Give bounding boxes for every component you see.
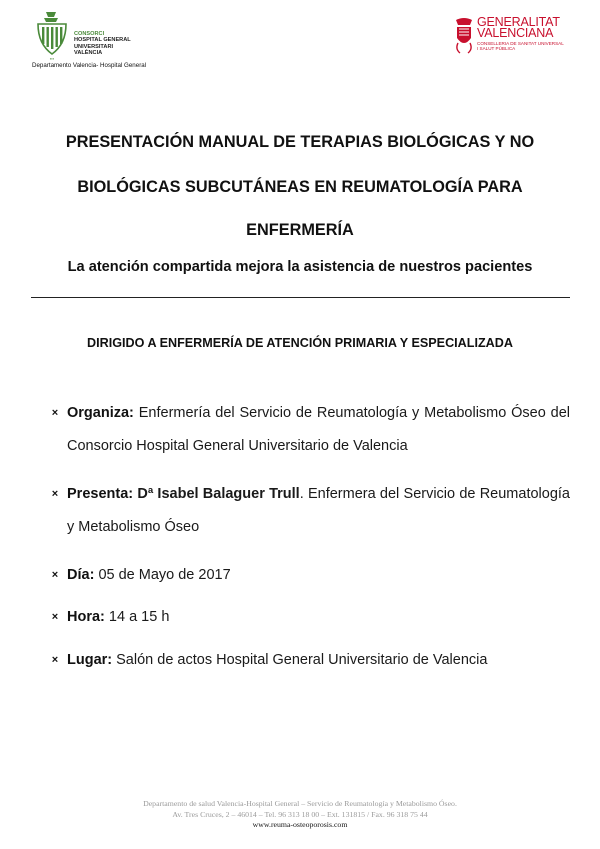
consorci-label: CONSORCI (74, 31, 105, 37)
svg-text:▪▪▪: ▪▪▪ (49, 56, 55, 61)
valenciana-line: VALENCIANA (477, 26, 554, 40)
generalitat-name (477, 17, 560, 39)
bullet-icon: × (51, 488, 59, 500)
detail-dia (48, 559, 570, 592)
conselleria-name (477, 41, 577, 51)
bullet-icon: × (51, 654, 59, 666)
detail-hora-body (67, 601, 570, 634)
detail-value: . Enfermera del Servicio de Reumatología y Metabolismo Óseo (67, 486, 570, 535)
detail-lugar (48, 644, 570, 677)
detail-value: 05 de Mayo de 2017 (98, 567, 231, 583)
document-title-line-2: BIOLÓGICAS SUBCUTÁNEAS EN REUMATOLOGÍA PARA (77, 178, 523, 196)
hospital-line: UNIVERSITARI (74, 43, 114, 50)
document-subtitle: La atención compartida mejora la asistencia de nuestros pacientes (67, 259, 533, 275)
detail-label: Lugar: (67, 652, 113, 668)
document-title-line-3: ENFERMERÍA (246, 221, 354, 239)
detail-label: Presenta: (67, 486, 134, 502)
footer-line: Departamento de salud Valencia-Hospital General – Servicio de Reumatología y Metabolismo Óseo. (143, 799, 457, 808)
detail-value: 14 a 15 h (108, 609, 170, 625)
footer-line: Av. Tres Cruces, 2 – 46014 – Tel. 96 313 18 00 – Ext. 131815 / Fax. 96 318 75 44 (172, 809, 428, 819)
hospital-line: HOSPITAL GENERAL (74, 37, 131, 44)
department-label: Departamento Valencia- Hospital General (32, 62, 147, 69)
generalitat-logo (452, 16, 577, 61)
detail-organiza (48, 397, 570, 463)
conselleria-line: CONSELLERIA DE SANITAT UNIVERSAL (477, 41, 564, 46)
detail-lugar-body (67, 644, 570, 677)
document-title-line-1: PRESENTACIÓN MANUAL DE TERAPIAS BIOLÓGICAS Y NO (65, 133, 535, 151)
detail-dia-body (67, 559, 570, 592)
presenter-name: Dª Isabel Balaguer Trull (137, 486, 300, 502)
audience-heading: DIRIGIDO A ENFERMERÍA DE ATENCIÓN PRIMARIA Y ESPECIALIZADA (87, 336, 513, 350)
consorci-name (74, 31, 131, 57)
bullet-icon: × (51, 569, 59, 581)
divider (31, 297, 570, 298)
hospital-line: VALÈNCIA (74, 50, 103, 57)
generalitat-emblem-icon (452, 16, 476, 56)
coat-of-arms-icon (32, 10, 72, 62)
bullet-icon: × (51, 407, 59, 419)
detail-value: Enfermería del Servicio de Reumatología y Metabolismo Óseo del Consorcio Hospital General Universitario de Valencia (67, 405, 571, 454)
detail-value: Salón de actos Hospital General Universitario de Valencia (116, 652, 488, 668)
detail-label: Hora: (67, 609, 105, 625)
conselleria-line: I SALUT PÚBLICA (477, 46, 516, 52)
detail-label: Organiza: (67, 405, 134, 421)
bullet-icon: × (51, 611, 59, 623)
detail-label: Día: (67, 567, 95, 583)
detail-organiza-body (67, 397, 570, 463)
generalitat-line: GENERALITAT (477, 15, 560, 29)
detail-presenta (48, 478, 570, 544)
footer-website: www.reuma-osteoporosis.com (252, 820, 348, 829)
page-footer (0, 799, 600, 831)
detail-presenta-body (67, 478, 570, 544)
detail-hora (48, 601, 570, 634)
